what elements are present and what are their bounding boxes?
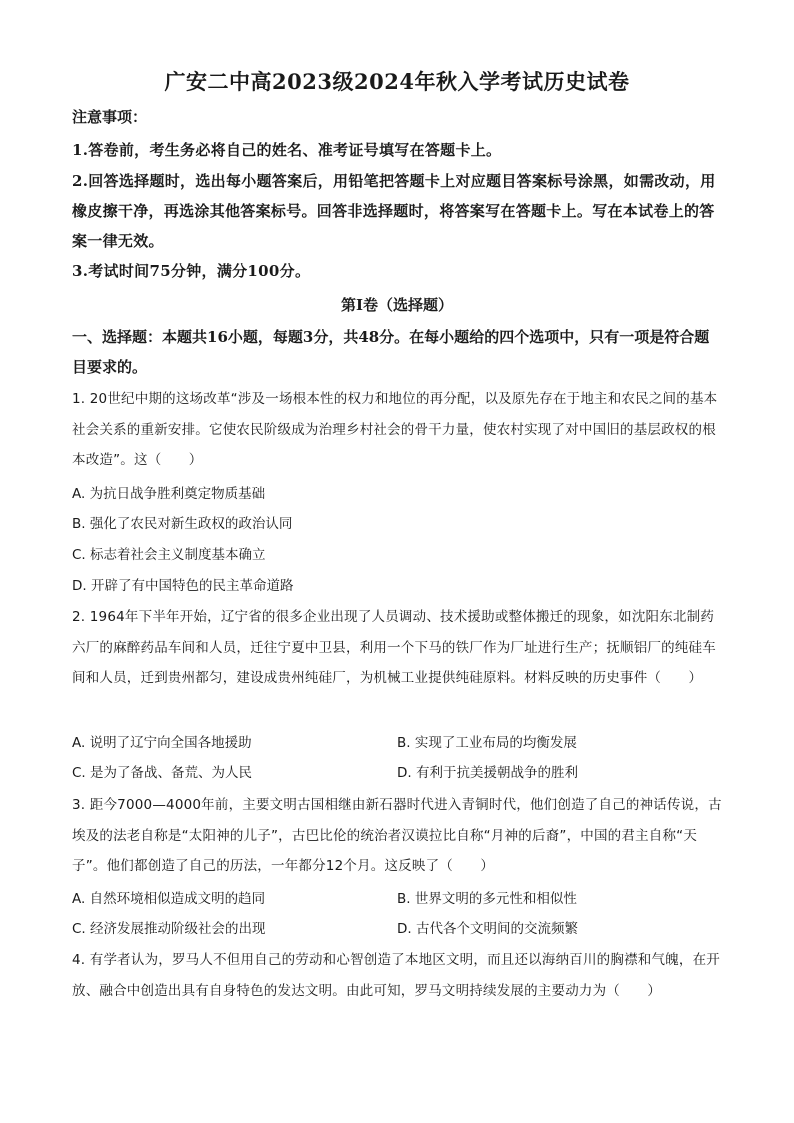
question-2-stem: 2. 1964年下半年开始，辽宁省的很多企业出现了人员调动、技术援助或整体搬迁的现象，如沈阳东北制药六厂的麻醉药品车间和人员，迁往宁夏中卫县，利用一个下马的铁厂作为厂址进行生产；抚顺铝厂的纯硅车间和人员，迁到贵州都匀，建设成贵州纯硅厂，为机械工业提供纯硅原料。材料反映的历史事件（ ） bbox=[72, 609, 716, 686]
question-2-option-b[interactable]: B. 实现了工业布局的均衡发展 bbox=[397, 735, 577, 751]
page-title: 广安二中高2023级2024年秋入学考试历史试卷 bbox=[164, 69, 630, 94]
notes-heading: 注意事项： bbox=[72, 108, 148, 126]
question-2-option-a[interactable]: A. 说明了辽宁向全国各地援助 bbox=[72, 735, 252, 751]
question-1-stem: 1. 20世纪中期的这场改革“涉及一场根本性的权力和地位的再分配，以及原先存在于地主和农民之间的基本社会关系的重新安排。它使农民阶级成为治理乡村社会的骨干力量，使农村实现了对中国旧的基层政权的根本改造”。这（ ） bbox=[72, 391, 718, 468]
question-3-option-c[interactable]: C. 经济发展推动阶级社会的出现 bbox=[72, 921, 266, 937]
question-3-option-d[interactable]: D. 古代各个文明间的交流频繁 bbox=[397, 921, 578, 937]
question-3-option-b[interactable]: B. 世界文明的多元性和相似性 bbox=[397, 891, 577, 907]
part-heading: 一、选择题：本题共16小题，每题3分，共48分。在每小题给的四个选项中，只有一项是符合题目要求的。 bbox=[72, 328, 710, 376]
note-item-2: 2.回答选择题时，选出每小题答案后，用铅笔把答题卡上对应题目答案标号涂黑，如需改动，用橡皮擦干净，再选涂其他答案标号。回答非选择题时，将答案写在答题卡上。写在本试卷上的答案一律无效。 bbox=[72, 172, 716, 250]
question-1-option-a[interactable]: A. 为抗日战争胜利奠定物质基础 bbox=[72, 486, 266, 502]
question-2-option-c[interactable]: C. 是为了备战、备荒、为人民 bbox=[72, 765, 253, 781]
question-4-stem: 4. 有学者认为，罗马人不但用自己的劳动和心智创造了本地区文明，而且还以海纳百川的胸襟和气魄，在开放、融合中创造出具有自身特色的发达文明。由此可知，罗马文明持续发展的主要动力为（ ） bbox=[72, 952, 720, 999]
question-1-option-b[interactable]: B. 强化了农民对新生政权的政治认同 bbox=[72, 516, 293, 532]
note-item-3: 3.考试时间75分钟，满分100分。 bbox=[72, 262, 311, 280]
note-item-1: 1.答卷前，考生务必将自己的姓名、准考证号填写在答题卡上。 bbox=[72, 141, 502, 159]
question-2-option-d[interactable]: D. 有利于抗美援朝战争的胜利 bbox=[397, 765, 578, 781]
question-3-option-a[interactable]: A. 自然环境相似造成文明的趋同 bbox=[72, 891, 266, 907]
section-title: 第Ⅰ卷（选择题） bbox=[340, 296, 454, 314]
question-3-stem: 3. 距今7000—4000年前，主要文明古国相继由新石器时代进入青铜时代，他们创造了自己的神话传说，古埃及的法老自称是“太阳神的儿子”，古巴比伦的统治者汉谟拉比自称“月神的后裔”，中国的君主自称“天子”。他们都创造了自己的历法，一年都分12个月。这反映了（ ） bbox=[72, 797, 722, 874]
question-1-option-c[interactable]: C. 标志着社会主义制度基本确立 bbox=[72, 547, 266, 563]
question-1-option-d[interactable]: D. 开辟了有中国特色的民主革命道路 bbox=[72, 578, 294, 594]
